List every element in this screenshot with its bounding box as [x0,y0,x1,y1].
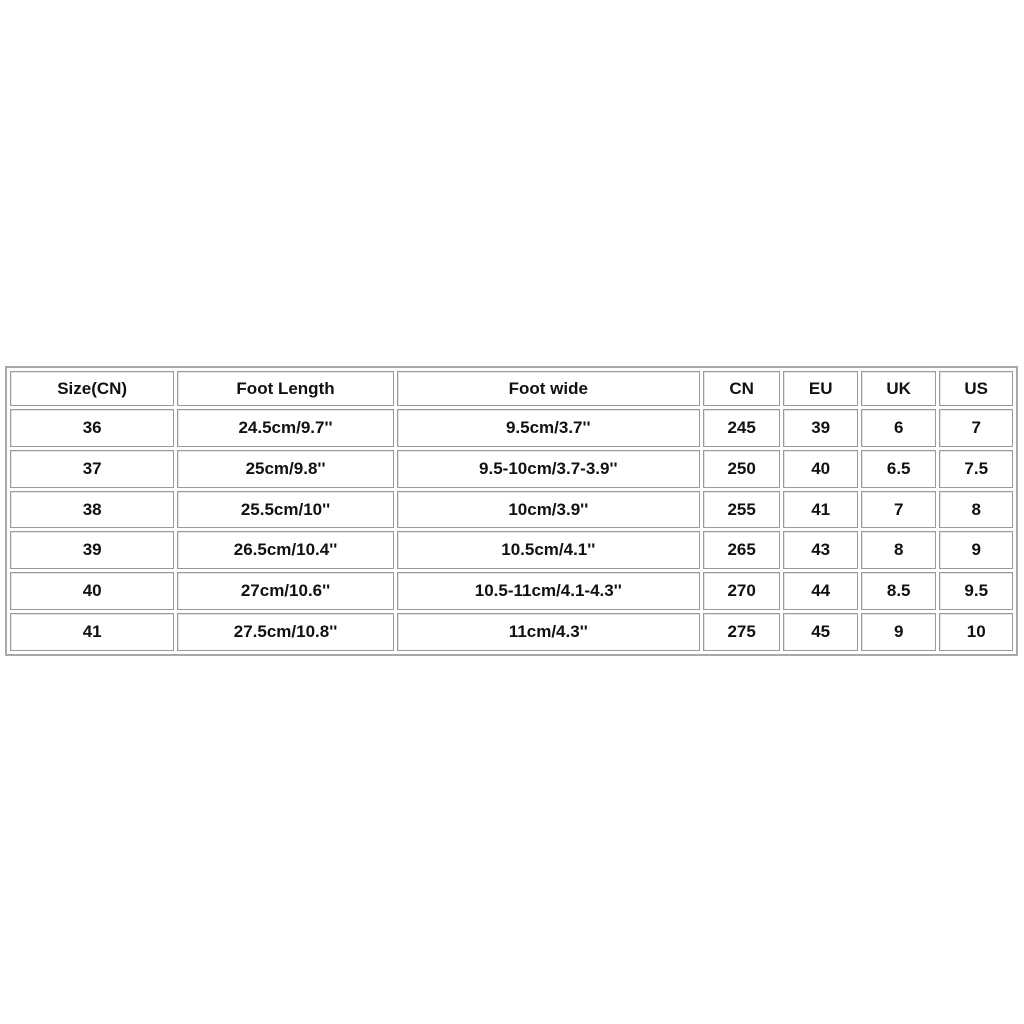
cell-foot-wide: 11cm/4.3'' [397,613,700,651]
cell-eu: 44 [783,572,858,610]
cell-size-cn: 36 [10,409,174,447]
cell-foot-length: 25.5cm/10'' [177,491,393,529]
cell-uk: 8.5 [861,572,937,610]
cell-us: 9.5 [939,572,1013,610]
table-row [10,531,1013,569]
cell-foot-length: 27cm/10.6'' [177,572,393,610]
table-row [10,450,1013,488]
cell-foot-length: 25cm/9.8'' [177,450,393,488]
header-size-cn: Size(CN) [10,371,174,406]
cell-size-cn: 38 [10,491,174,529]
table-header-row [10,371,1013,406]
table-row [10,491,1013,529]
cell-us: 9 [939,531,1013,569]
cell-eu: 43 [783,531,858,569]
cell-uk: 9 [861,613,937,651]
table-row [10,572,1013,610]
header-foot-wide: Foot wide [397,371,700,406]
cell-cn: 265 [703,531,781,569]
cell-foot-wide: 10.5-11cm/4.1-4.3'' [397,572,700,610]
size-chart-table [5,366,1018,656]
cell-size-cn: 39 [10,531,174,569]
cell-cn: 245 [703,409,781,447]
cell-cn: 255 [703,491,781,529]
cell-us: 7.5 [939,450,1013,488]
cell-uk: 6.5 [861,450,937,488]
cell-foot-wide: 10cm/3.9'' [397,491,700,529]
cell-eu: 40 [783,450,858,488]
cell-cn: 250 [703,450,781,488]
header-us: US [939,371,1013,406]
table-row [10,613,1013,651]
cell-size-cn: 41 [10,613,174,651]
table-row [10,409,1013,447]
cell-size-cn: 37 [10,450,174,488]
cell-eu: 39 [783,409,858,447]
cell-uk: 6 [861,409,937,447]
cell-cn: 275 [703,613,781,651]
cell-us: 10 [939,613,1013,651]
cell-foot-length: 24.5cm/9.7'' [177,409,393,447]
header-foot-length: Foot Length [177,371,393,406]
cell-foot-length: 27.5cm/10.8'' [177,613,393,651]
header-uk: UK [861,371,937,406]
cell-foot-wide: 9.5-10cm/3.7-3.9'' [397,450,700,488]
cell-eu: 41 [783,491,858,529]
cell-us: 8 [939,491,1013,529]
cell-foot-length: 26.5cm/10.4'' [177,531,393,569]
cell-foot-wide: 9.5cm/3.7'' [397,409,700,447]
cell-size-cn: 40 [10,572,174,610]
cell-uk: 7 [861,491,937,529]
cell-eu: 45 [783,613,858,651]
cell-cn: 270 [703,572,781,610]
cell-uk: 8 [861,531,937,569]
header-cn: CN [703,371,781,406]
cell-us: 7 [939,409,1013,447]
cell-foot-wide: 10.5cm/4.1'' [397,531,700,569]
header-eu: EU [783,371,858,406]
